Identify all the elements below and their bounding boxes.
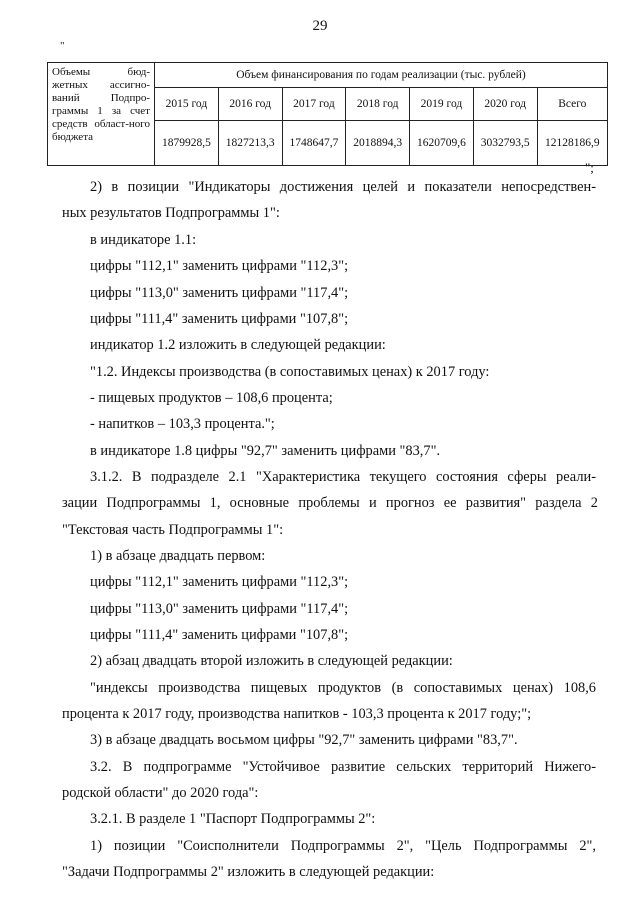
value-cell: 1827213,3 [218,121,282,166]
text-line: - напитков – 103,3 процента."; [90,416,275,432]
year-cell: 2017 год [282,88,346,121]
text-line: 3.2. В подпрограмме "Устойчивое развитие сельских территорий Нижего- [90,759,596,775]
text-line: 3.1.2. В подразделе 2.1 "Характеристика текущего состояния сферы реали- [90,469,596,485]
value-cell: 2018894,3 [346,121,410,166]
text-line: 1) позиции "Соисполнители Подпрограммы 2", "Цель Подпрограммы 2", [90,838,596,854]
year-cell: 2018 год [346,88,410,121]
text-line: "1.2. Индексы производства (в сопоставимых ценах) к 2017 году: [90,364,490,380]
closing-quote-mark: "; [585,160,594,175]
text-line: цифры "112,1" заменить цифрами "112,3"; [90,258,349,274]
text-line: 3) в абзаце двадцать восьмом цифры "92,7" заменить цифрами "83,7". [90,732,518,748]
text-line: 2) в позиции "Индикаторы достижения целей и показатели непосредствен- [90,179,596,195]
table-row-label: Объемы бюд-жетных ассигно-ваний Подпро-граммы 1 за счет средств област-ного бюджета [48,63,155,166]
total-header-cell: Всего [537,88,607,121]
value-cell: 1879928,5 [155,121,219,166]
page-number: 29 [312,18,328,34]
text-line: родской области" до 2020 года": [62,785,259,801]
text-line: зации Подпрограммы 1, основные проблемы и прогноз ее развития" раздела 2 [62,495,598,511]
table-header: Объем финансирования по годам реализации (тыс. рублей) [155,63,608,88]
text-line: цифры "112,1" заменить цифрами "112,3"; [90,574,349,590]
financing-table [47,62,608,166]
text-line: цифры "111,4" заменить цифрами "107,8"; [90,627,349,643]
text-line: процента к 2017 году, производства напитков - 103,3 процента к 2017 году;"; [62,706,532,722]
value-cell: 1748647,7 [282,121,346,166]
text-line: ных результатов Подпрограммы 1": [62,205,280,221]
year-cell: 2016 год [218,88,282,121]
text-line: индикатор 1.2 изложить в следующей редакции: [90,337,386,353]
text-line: в индикаторе 1.1: [90,232,197,248]
value-cell: 3032793,5 [473,121,537,166]
text-line: - пищевых продуктов – 108,6 процента; [90,390,333,406]
text-line: цифры "111,4" заменить цифрами "107,8"; [90,311,349,327]
text-line: 2) абзац двадцать второй изложить в следующей редакции: [90,653,453,669]
text-line: "Задачи Подпрограммы 2" изложить в следующей редакции: [62,864,435,880]
value-cell: 1620709,6 [410,121,474,166]
text-line: "Текстовая часть Подпрограммы 1": [62,522,284,538]
total-value-cell: 12128186,9 [537,121,607,166]
opening-quote-mark: " [60,40,65,52]
text-line: "индексы производства пищевых продуктов (в сопоставимых ценах) 108,6 [90,680,596,696]
year-cell: 2015 год [155,88,219,121]
text-line: цифры "113,0" заменить цифрами "117,4"; [90,285,349,301]
text-line: цифры "113,0" заменить цифрами "117,4"; [90,601,349,617]
text-line: 1) в абзаце двадцать первом: [90,548,266,564]
text-line: 3.2.1. В разделе 1 "Паспорт Подпрограммы 2": [90,811,376,827]
year-cell: 2020 год [473,88,537,121]
year-cell: 2019 год [410,88,474,121]
text-line: в индикаторе 1.8 цифры "92,7" заменить цифрами "83,7". [90,443,441,459]
